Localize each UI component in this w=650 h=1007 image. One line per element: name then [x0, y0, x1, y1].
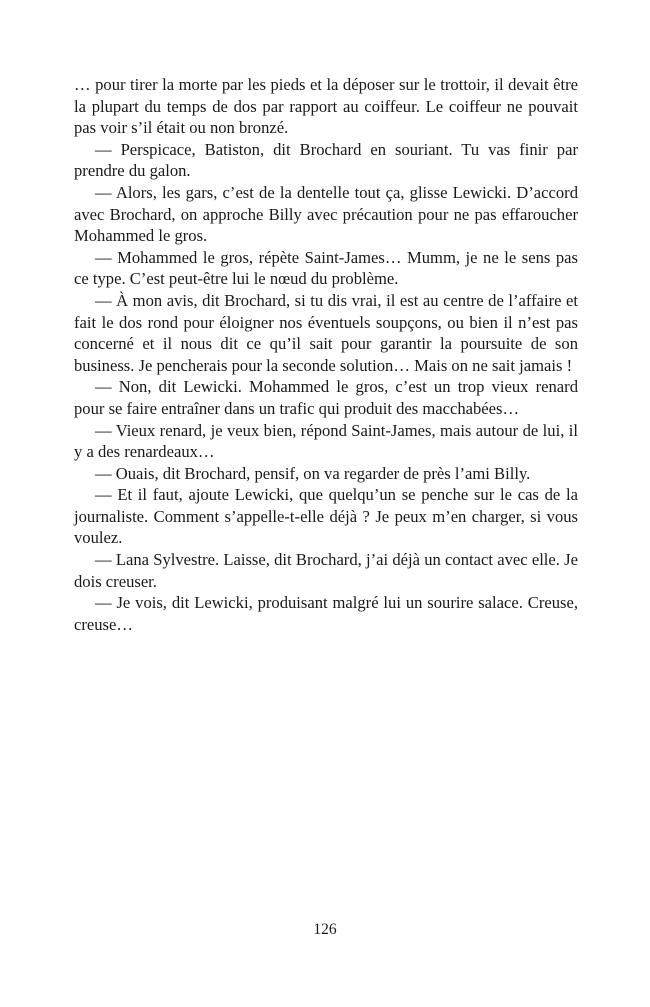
paragraph: — Alors, les gars, c’est de la dentelle tout ça, glisse Lewicki. D’accord avec Brochard, on approche Billy avec précaution pour ne pas effaroucher Mohammed le gros.: [74, 182, 578, 246]
paragraph: … pour tirer la morte par les pieds et la déposer sur le trottoir, il devait être la plupart du temps de dos par rapport au coiffeur. Le coiffeur ne pouvait pas voir s’il était ou non bronzé.: [74, 75, 578, 138]
paragraph: — Je vois, dit Lewicki, produisant malgré lui un sourire salace. Creuse, creuse…: [74, 593, 578, 634]
paragraph: — À mon avis, dit Brochard, si tu dis vrai, il est au centre de l’affaire et fait le dos rond pour éloigner nos éventuels soupçons, ou bien il n’est pas concerné et il nous dit ce qu’il sait pour garantir la poursuite de son business. Je pencherais pour la seconde solution… Mais on ne sait jamais !: [74, 290, 578, 375]
paragraph: — Perspicace, Batiston, dit Brochard en souriant. Tu vas finir par prendre du galon.: [74, 139, 578, 181]
paragraph: — Lana Sylvestre. Laisse, dit Brochard, j’ai déjà un contact avec elle. Je dois creuser.: [74, 550, 578, 591]
paragraph: — Ouais, dit Brochard, pensif, on va regarder de près l’ami Billy.: [95, 463, 531, 483]
paragraph: — Mohammed le gros, répète Saint-James… Mumm, je ne le sens pas ce type. C’est peut-être lui le nœud du problème.: [74, 247, 578, 289]
paragraph: — Non, dit Lewicki. Mohammed le gros, c’est un trop vieux renard pour se faire entraîner dans un trafic qui produit des macchabées…: [74, 377, 578, 418]
paragraph: — Et il faut, ajoute Lewicki, que quelqu’un se penche sur le cas de la journaliste. Comment s’appelle-t-elle déjà ? Je peux m’en charger, si vous voulez.: [74, 485, 578, 548]
paragraph: — Vieux renard, je veux bien, répond Saint-James, mais autour de lui, il y a des renardeaux…: [74, 420, 578, 462]
page-number: 126: [313, 921, 337, 938]
body-text: [74, 74, 578, 635]
